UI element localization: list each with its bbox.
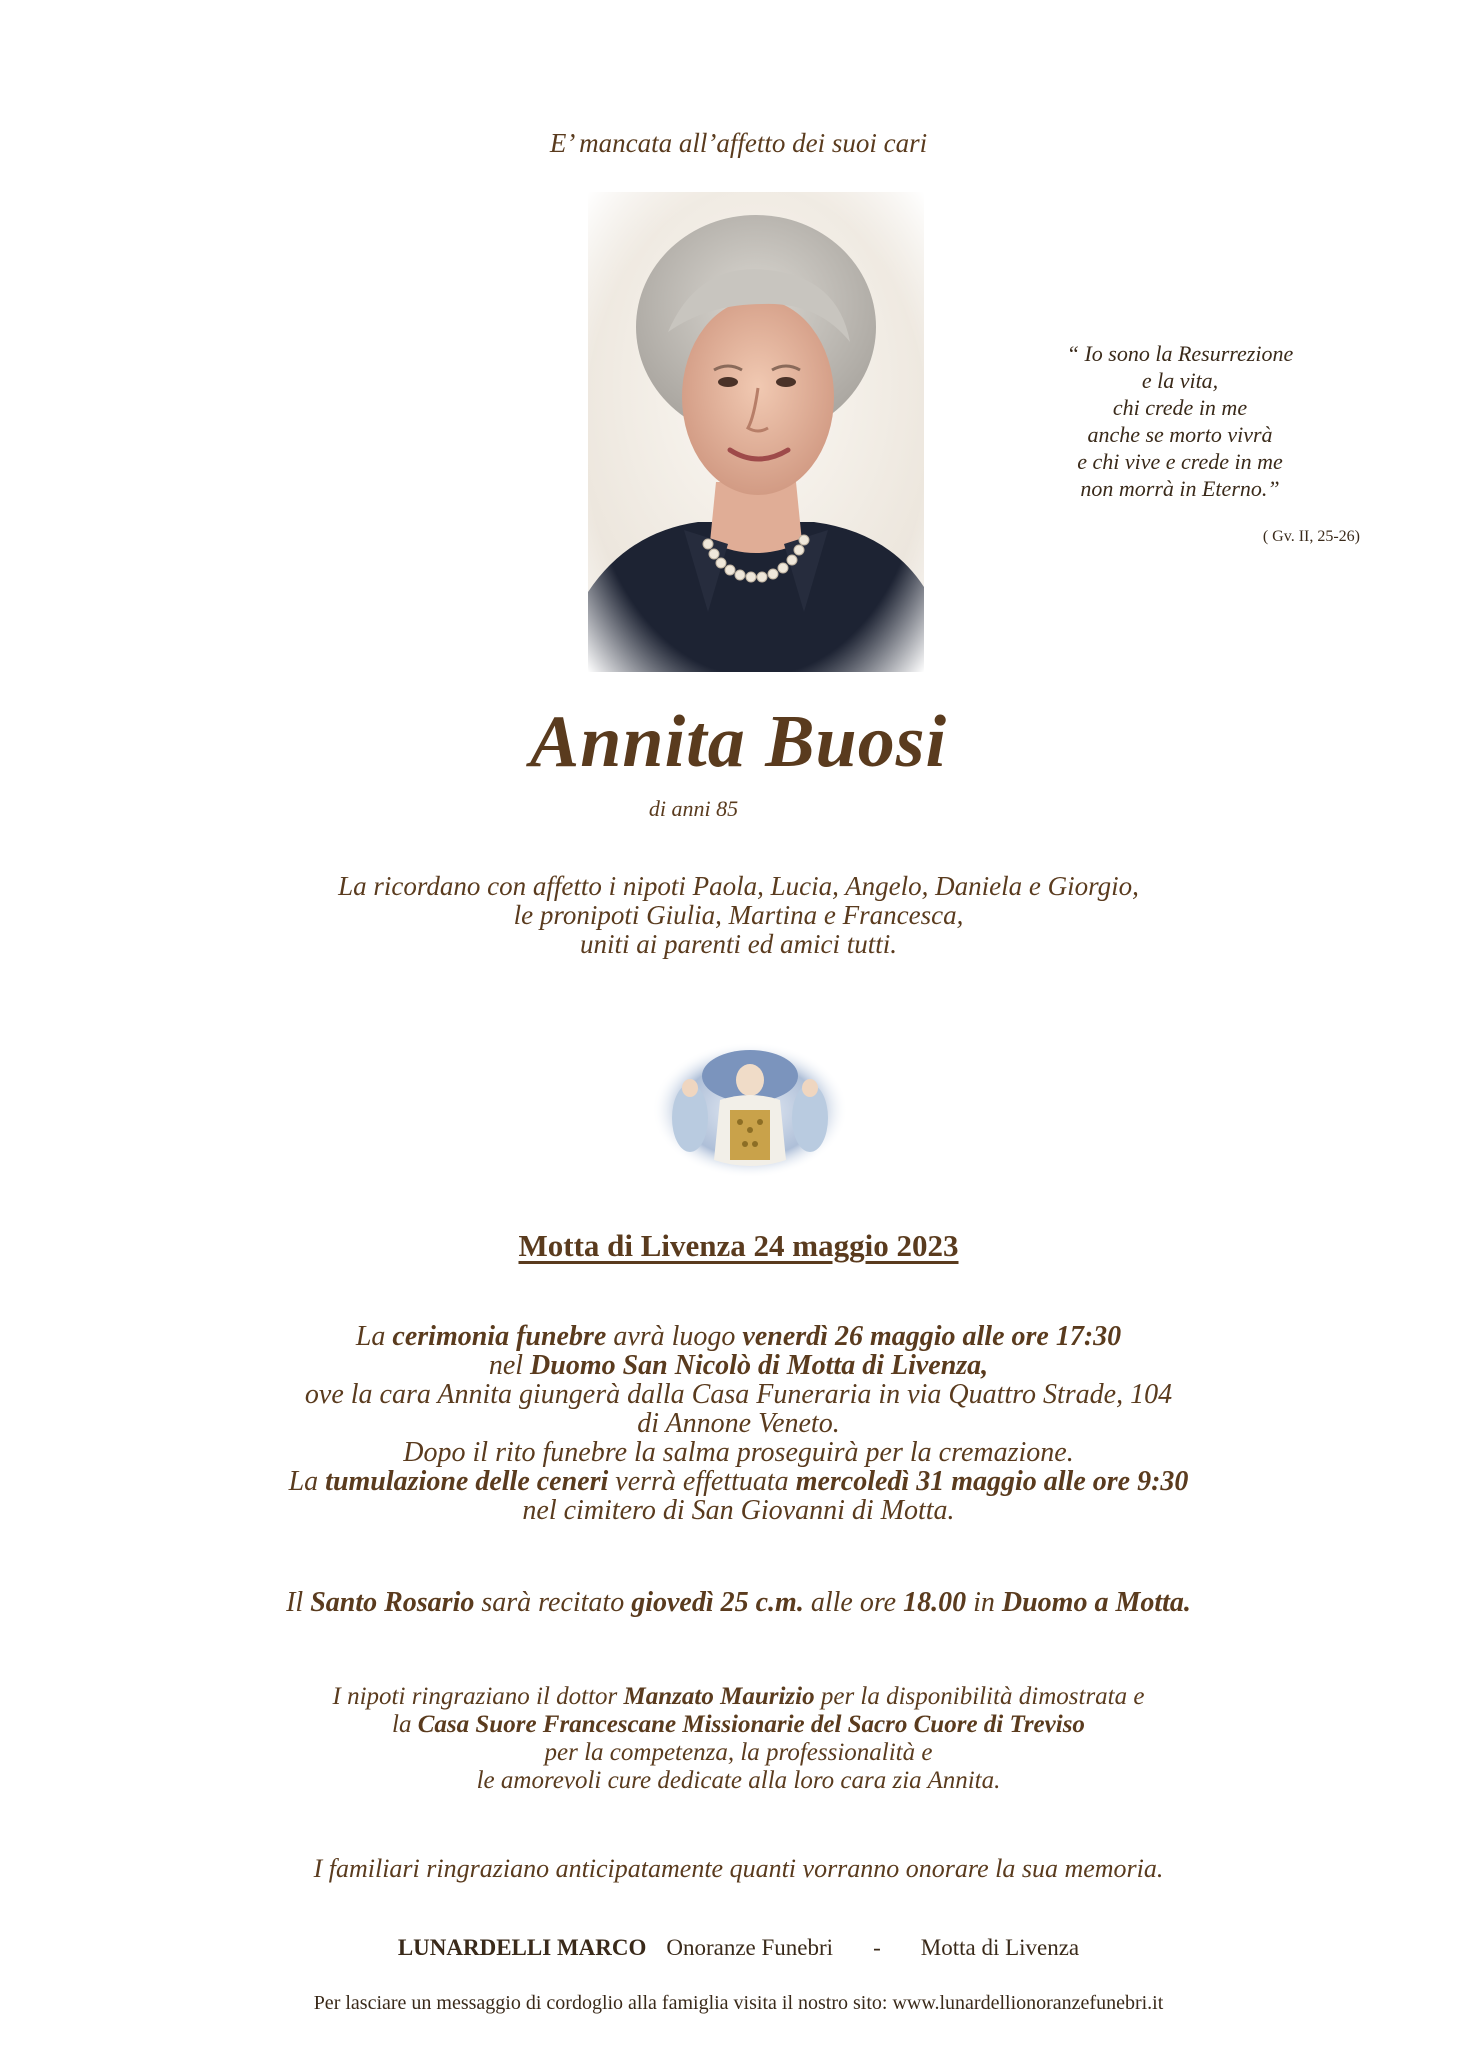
text: La <box>355 1321 393 1352</box>
place-date-text: Motta di Livenza 24 maggio 2023 <box>518 1228 959 1263</box>
text: avrà luogo <box>606 1321 743 1352</box>
deceased-age: di anni 85 <box>648 796 739 821</box>
ceremony-line-1 <box>0 1322 1477 1351</box>
ceremony-emphasis: cerimonia funebre <box>392 1321 607 1352</box>
deceased-age-wrap <box>0 796 1477 822</box>
portrait-photo <box>588 192 924 672</box>
text: la <box>392 1711 418 1738</box>
rosary-date: giovedì 25 c.m. <box>631 1587 804 1618</box>
website-message: Per lasciare un messaggio di cordoglio alla famiglia visita il nostro sito: www.lunardellionoranzefunebri.it <box>313 1992 1164 2014</box>
rosary-location: Duomo a Motta. <box>1001 1587 1191 1618</box>
burial-date-time: mercoledì 31 maggio alle ore 9:30 <box>795 1466 1189 1497</box>
text: La <box>288 1466 326 1497</box>
deceased-name: Annita Buosi <box>529 701 948 783</box>
family-line: uniti ai parenti ed amici tutti. <box>580 929 897 959</box>
family-line: La ricordano con affetto i nipoti Paola, Lucia, Angelo, Daniela e Giorgio, <box>338 871 1139 901</box>
bible-quote <box>1000 340 1360 502</box>
company-name: LUNARDELLI MARCO <box>397 1935 647 1960</box>
thanks-line-4: le amorevoli cure dedicate alla loro cara zia Annita. <box>476 1767 1001 1794</box>
text: nel <box>488 1350 531 1381</box>
quote-line: e la vita, <box>1141 368 1219 393</box>
family-line: le pronipoti Giulia, Martina e Francesca, <box>513 900 964 930</box>
rosary-details <box>0 1588 1477 1617</box>
ceremony-line-7: nel cimitero di San Giovanni di Motta. <box>522 1495 955 1526</box>
quote-reference: ( Gv. II, 25-26) <box>1262 528 1360 545</box>
thanks-line-1 <box>0 1683 1477 1711</box>
footer-separator: - <box>873 1935 881 1960</box>
quote-line: “ Io sono la Resurrezione <box>1066 341 1294 366</box>
care-home-name: Casa Suore Francescane Missionarie del Sacro Cuore di Treviso <box>417 1711 1085 1738</box>
ceremony-line-3: ove la cara Annita giungerà dalla Casa Funeraria in via Quattro Strade, 104 <box>304 1379 1173 1410</box>
company-city: Motta di Livenza <box>920 1935 1080 1960</box>
funeral-home-footer <box>0 1935 1477 1961</box>
final-thanks: I familiari ringraziano anticipatamente quanti vorranno onorare la sua memoria. <box>313 1854 1164 1883</box>
text: I nipoti ringraziano il dottor <box>332 1683 624 1710</box>
ceremony-line-2 <box>0 1351 1477 1380</box>
quote-line: non morrà in Eterno.” <box>1080 476 1280 501</box>
ceremony-location: Duomo San Nicolò di Motta di Livenza, <box>530 1350 989 1381</box>
family-announcement <box>0 872 1477 959</box>
text: in <box>966 1587 1002 1618</box>
thanks-line-2 <box>0 1711 1477 1739</box>
rosary-time: 18.00 <box>903 1587 967 1618</box>
ceremony-line-5: Dopo il rito funebre la salma proseguirà per la cremazione. <box>403 1437 1074 1468</box>
company-service: Onoranze Funebri <box>666 1935 834 1960</box>
quote-line: anche se morto vivrà <box>1087 422 1273 447</box>
place-and-date <box>0 1228 1477 1264</box>
ceremony-line-4: di Annone Veneto. <box>637 1408 840 1439</box>
thanks-line-3: per la competenza, la professionalità e <box>544 1739 933 1766</box>
text: Il <box>286 1587 311 1618</box>
text: sarà recitato <box>474 1587 632 1618</box>
text: per la disponibilità dimostrata e <box>814 1683 1145 1710</box>
quote-line: chi crede in me <box>1112 395 1248 420</box>
religious-emblem-image <box>650 1040 850 1180</box>
ceremony-line-6 <box>0 1467 1477 1496</box>
quote-line: e chi vive e crede in me <box>1077 449 1283 474</box>
burial-emphasis: tumulazione delle ceneri <box>325 1466 609 1497</box>
thanks-message <box>0 1683 1477 1795</box>
ceremony-details <box>0 1322 1477 1525</box>
rosary-emphasis: Santo Rosario <box>310 1587 475 1618</box>
text: verrà effettuata <box>608 1466 796 1497</box>
doctor-name: Manzato Maurizio <box>623 1683 815 1710</box>
text: alle ore <box>803 1587 904 1618</box>
intro-text: E’ mancata all’affetto dei suoi cari <box>549 128 928 158</box>
ceremony-date-time: venerdì 26 maggio alle ore 17:30 <box>742 1321 1122 1352</box>
